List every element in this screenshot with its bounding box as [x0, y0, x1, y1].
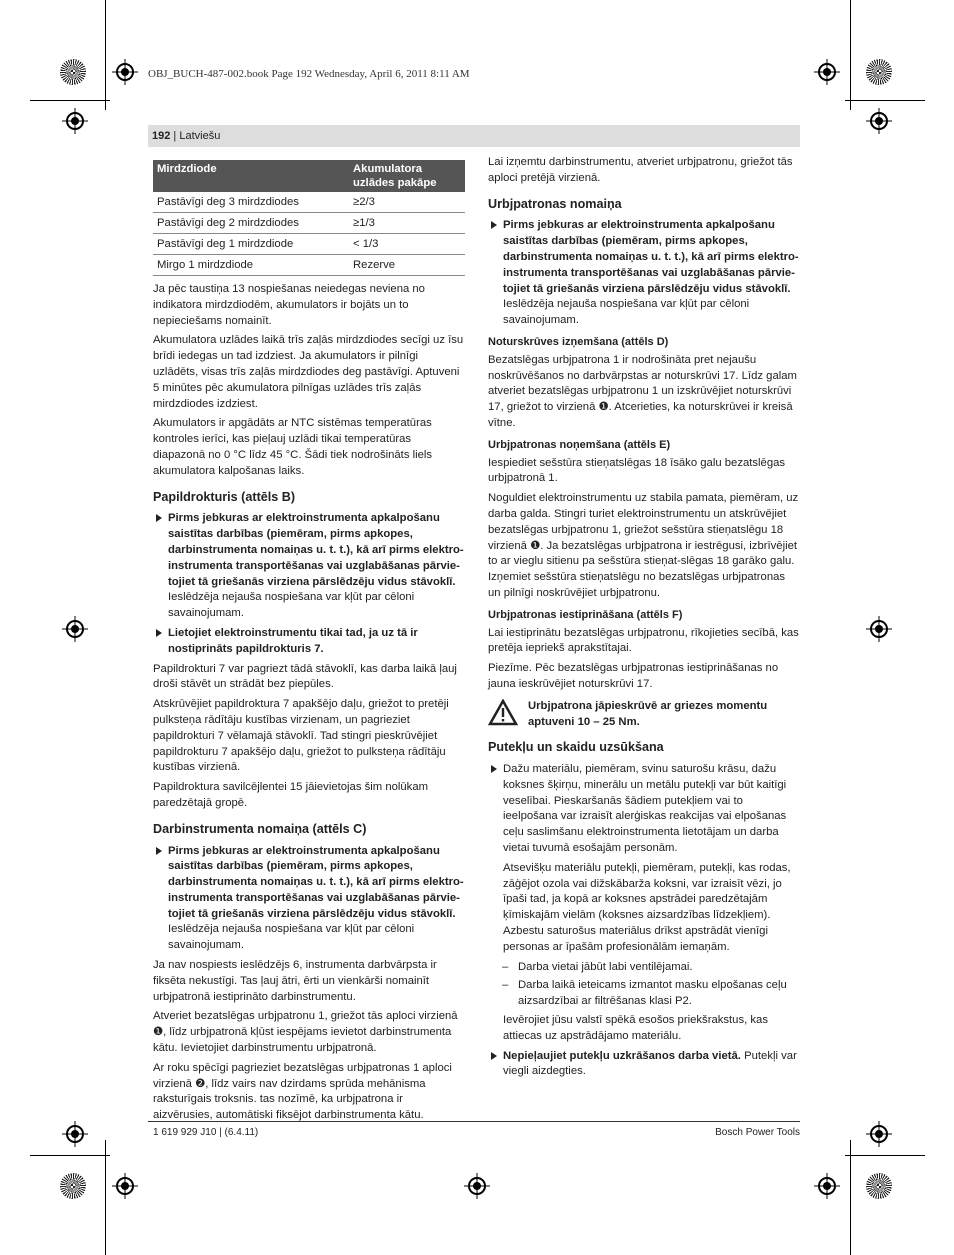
- crosshair-mark-icon: [62, 616, 88, 642]
- bullet-bold-text: Pirms jebkuras ar elektroinstrumenta apkalpošanu saistītas darbības (piemēram, pirms apkopes, darbinstrumenta nomaiņas u. t. t.), kā arī pirms elektro-instrumenta transportēšanas vai uzglabāšanas pārvie-tojiet tā griešanās virziena pārslēdzēju vidus stāvoklī.: [168, 844, 464, 920]
- paragraph: Noguldiet elektroinstrumentu uz stabila pamata, piemēram, uz darba galda. Stingri turiet elektroinstrumentu un atskrūvējiet bezatslēgas urbjpatronu 1, griežot sešstūra stieņatslēgu 18 virzienā ❶. Ja bezatslēgas urbjpatrona ir iestrēgusi, izbrīvējiet to ar vieglu sitienu pa sešstūra stieņat-slēgas 18 garāko galu. Izņemiet sešstūra stieņatslēgu no bezatslēgas urbjpatronas un pilnīgi noskrūvējiet urbjpatronu.: [488, 492, 799, 599]
- table-row: [153, 192, 465, 213]
- dash-item: – Darba laikā ieteicams izmantot masku elpošanas ceļu aizsardzībai ar filtrēšanas klasi P2.: [502, 979, 787, 1008]
- table-header: Akumulatora uzlādes pakāpe: [349, 160, 465, 192]
- crosshair-mark-icon: [112, 1173, 138, 1199]
- paragraph: Ar roku spēcīgi pagrieziet bezatslēgas urbjpatronas 1 aploci virzienā ❷, līdz vairs nav dzirdams sprūda mehānisma raksturīgais troksnis. tas nozīmē, ka urbjpatrona ir aizvērusies, automātiski fiksējot darbinstrumenta kātu.: [153, 1061, 452, 1122]
- subsection-heading: Urbjpatronas noņemšana (attēls E): [488, 438, 671, 451]
- bullet-text: Ieslēdzēja nejauša nospiešana var kļūt par cēloni savainojumam.: [168, 591, 415, 620]
- table-row: [153, 234, 465, 255]
- crosshair-mark-icon: [866, 616, 892, 642]
- dash-text: Darba vietai jābūt labi ventilējamai.: [518, 960, 693, 973]
- bullet-text: Putekļi var viegli aizdegties.: [503, 1049, 797, 1078]
- bullet-bold-text: Pirms jebkuras ar elektroinstrumenta apkalpošanu saistītas darbības (piemēram, pirms apkopes, darbinstrumenta nomaiņas u. t. t.), kā arī pirms elektro-instrumenta transportēšanas vai uzglabāšanas pārvie-tojiet tā griešanās virziena pārslēdzēju vidus stāvoklī.: [503, 219, 799, 295]
- led-table: [153, 160, 465, 276]
- bullet-arrow-icon: [491, 765, 497, 773]
- dash-item: – Darba vietai jābūt labi ventilējamai.: [502, 960, 693, 973]
- footer-code: 1 619 929 J10 | (6.4.11): [153, 1127, 259, 1138]
- crosshair-mark-icon: [814, 59, 840, 85]
- warning-text: Urbjpatrona jāpieskrūvē ar griezes momentu aptuveni 10 – 25 Nm.: [528, 699, 768, 728]
- safety-bullet: [488, 218, 800, 329]
- language-label: Latviešu: [179, 130, 221, 142]
- crosshair-mark-icon: [62, 1121, 88, 1147]
- left-column: [153, 160, 465, 1128]
- bullet-bold-text: Nepieļaujiet putekļu uzkrāšanos darba vietā.: [503, 1049, 741, 1062]
- crosshair-mark-icon: [464, 1173, 490, 1199]
- paragraph: Lai iestiprinātu bezatslēgas urbjpatronu, rīkojieties secībā, kas pretēja iepriekš aprakstītajai.: [488, 626, 799, 655]
- section-heading: Putekļu un skaidu uzsūkšana: [488, 740, 664, 755]
- safety-bullet: [153, 844, 465, 955]
- note-paragraph: Piezīme. Pēc bezatslēgas urbjpatronas iestiprināšanas no jauna ieskrūvējiet noturskrūvi 17.: [488, 662, 779, 690]
- bullet-bold-text: Lietojiet elektroinstrumentu tikai tad, ja uz tā ir nostiprināts papildrokturis 7.: [168, 626, 418, 655]
- table-cell: Pastāvīgi deg 2 mirdzdiodes: [153, 213, 349, 234]
- paragraph: Atsevišķu materiālu putekļi, piemēram, putekļi, kas rodas, zāģējot ozola vai dižskābarža koksni, var izraisīt vēzi, jo īpaši tad, ja kopā ar koksnes apstrādei paredzētajām ķīmiskajām vielām (koksnes aizsardzības līdzekļiem). Azbestu saturošus materiālus drīkst apstrādāt vienīgi personas ar īpašām profesionālām iemaņām.: [503, 861, 791, 953]
- bullet-text: Ieslēdzēja nejauša nospiešana var kļūt par cēloni savainojumam.: [503, 298, 750, 327]
- table-row: [153, 255, 465, 276]
- footer-brand: Bosch Power Tools: [715, 1127, 800, 1138]
- table-cell: Rezerve: [349, 255, 465, 276]
- safety-bullet: [153, 626, 465, 658]
- registration-rosette-tr: [866, 59, 892, 85]
- bullet-arrow-icon: [156, 847, 162, 855]
- subsection-heading: Urbjpatronas iestiprināšana (attēls F): [488, 608, 683, 621]
- paragraph: Ja pēc taustiņa 13 nospiešanas neiedegas neviena no indikatora mirdzdiodēm, akumulators ir bojāts un to nepieciešams nomainīt.: [153, 283, 425, 327]
- safety-bullet: [488, 1049, 800, 1081]
- paragraph: Akumulatora uzlādes laikā trīs zaļās mirdzdiodes secīgi uz īsu brīdi iedegas un tad izdziest. Ja akumulators ir pilnīgi uzlādēts, visas trīs zaļās mirdzdiodes deg pastāvīgi. Aptuveni 5 minūtes pēc akumulatora pilnīgas uzlādes trīs zaļās mirdzdiodes izdziest.: [153, 334, 464, 410]
- bullet-arrow-icon: [156, 629, 162, 637]
- crosshair-mark-icon: [866, 108, 892, 134]
- page-header: 192 | Latviešu: [152, 130, 221, 142]
- page-number: 192: [152, 130, 171, 142]
- dash-text: Darba laikā ieteicams izmantot masku elpošanas ceļu aizsardzībai ar filtrēšanas klasi P2.: [518, 979, 787, 1008]
- safety-bullet: [488, 762, 800, 857]
- paragraph: Atveriet bezatslēgas urbjpatronu 1, griežot tās aploci virzienā ❶, līdz urbjpatronā kļūst iespējams ievietot darbinstrumenta kātu. Ievietojiet darbinstrumentu urbjpatronā.: [153, 1010, 458, 1055]
- paragraph: Papildrokturi 7 var pagriezt tādā stāvoklī, kas darba laikā ļauj droši stāvēt un strādāt bez piepūles.: [153, 662, 457, 691]
- warning-triangle-icon: [488, 699, 518, 726]
- bullet-arrow-icon: [491, 1052, 497, 1060]
- safety-bullet: [153, 511, 465, 622]
- section-heading: Urbjpatronas nomaiņa: [488, 196, 622, 211]
- warning-note: [488, 699, 800, 731]
- table-cell: Pastāvīgi deg 3 mirdzdiodes: [153, 192, 349, 213]
- section-heading: Papildrokturis (attēls B): [153, 489, 296, 504]
- bullet-arrow-icon: [156, 514, 162, 522]
- paragraph: Iespiediet sešstūra stieņatslēgas 18 īsāko galu bezatslēgas urbjpatronā 1.: [488, 456, 786, 485]
- subsection-heading: Noturskrūves izņemšana (attēls D): [488, 335, 669, 348]
- bullet-text: Ieslēdzēja nejauša nospiešana var kļūt par cēloni savainojumam.: [168, 923, 415, 952]
- table-cell: ≥1/3: [349, 213, 465, 234]
- paragraph: Ja nav nospiests ieslēdzējs 6, instrumenta darbvārpsta ir fiksēta nekustīgi. Tas ļauj ātri, ērti un vienkārši nomainīt urbjpatronā iestiprināto darbinstrumentu.: [153, 959, 437, 1003]
- section-heading: Darbinstrumenta nomaiņa (attēls C): [153, 821, 367, 836]
- bullet-arrow-icon: [491, 221, 497, 229]
- crosshair-mark-icon: [866, 1121, 892, 1147]
- bullet-text: Dažu materiālu, piemēram, svinu saturošu krāsu, dažu koksnes šķirņu, minerālu un metālu putekļi var būt kaitīgi veselībai. Pieskaršanās šādiem putekļiem vai to ieelpošana var izraisīt alerģiskas reakcijas vai elpošanas ceļu saslimšanu elektroinstrumenta lietotājam un darba vietai tuvumā esošajām personām.: [503, 763, 787, 855]
- footer-rule: [148, 1121, 800, 1122]
- paragraph: Lai izņemtu darbinstrumentu, atveriet urbjpatronu, griežot tās aploci pretējā virzienā.: [488, 156, 793, 184]
- table-cell: < 1/3: [349, 234, 465, 255]
- registration-rosette-br: [866, 1173, 892, 1199]
- registration-rosette-bl: [60, 1173, 86, 1199]
- paragraph: Ievērojiet jūsu valstī spēkā esošos priekšrakstus, kas attiecas uz apstrādājamo materiālu.: [503, 1014, 768, 1042]
- table-cell: Mirgo 1 mirdzdiode: [153, 255, 349, 276]
- table-row: [153, 213, 465, 234]
- paragraph: Akumulators ir apgādāts ar NTC sistēmas temperatūras kontroles ierīci, kas pieļauj uzlādi tikai temperatūras diapazonā no 0 °C līdz 45 °C. Šādi tiek nodrošināts liels akumulatora kalpošanas laiks.: [153, 417, 433, 477]
- right-column: [488, 155, 800, 1084]
- page-header-bar: [148, 125, 800, 147]
- crosshair-mark-icon: [62, 108, 88, 134]
- table-cell: Pastāvīgi deg 1 mirdzdiode: [153, 234, 349, 255]
- print-slug: OBJ_BUCH-487-002.book Page 192 Wednesday, April 6, 2011 8:11 AM: [148, 68, 470, 80]
- crosshair-mark-icon: [112, 59, 138, 85]
- paragraph: Papildroktura savilcējlentei 15 jāievietojas šim nolūkam paredzētajā gropē.: [153, 781, 429, 809]
- paragraph: Atskrūvējiet papildroktura 7 apakšējo daļu, griežot to pretēji pulksteņa rādītāju kustības virzienam, un pagrieziet papildrokturi 7 vēlamajā stāvoklī. Tad stingri pieskrūvējiet papildrokturu 7 apakšējo daļu, griežot to pulksteņa rādītāju kustības virzienā.: [153, 698, 449, 774]
- bullet-bold-text: Pirms jebkuras ar elektroinstrumenta apkalpošanu saistītas darbības (piemēram, pirms apkopes, darbinstrumenta nomaiņas u. t. t.), kā arī pirms elektro-instrumenta transportēšanas vai uzglabāšanas pārvie-tojiet tā griešanās virziena pārslēdzēju vidus stāvoklī.: [168, 512, 464, 588]
- registration-rosette-tl: [60, 59, 86, 85]
- table-cell: ≥2/3: [349, 192, 465, 213]
- table-header: Mirdzdiode: [153, 160, 349, 192]
- paragraph: Bezatslēgas urbjpatrona 1 ir nodrošināta pret nejaušu noskrūvēšanos no darbvārpstas ar noturskrūvi 17. Līdz galam atveriet bezatslēgas urbjpatronu 1 un izskrūvējiet noturskrūvi 17, griežot to virzienā ❶. Atcerieties, ka noturskrūvei ir kreisā vītne.: [488, 353, 797, 429]
- crosshair-mark-icon: [814, 1173, 840, 1199]
